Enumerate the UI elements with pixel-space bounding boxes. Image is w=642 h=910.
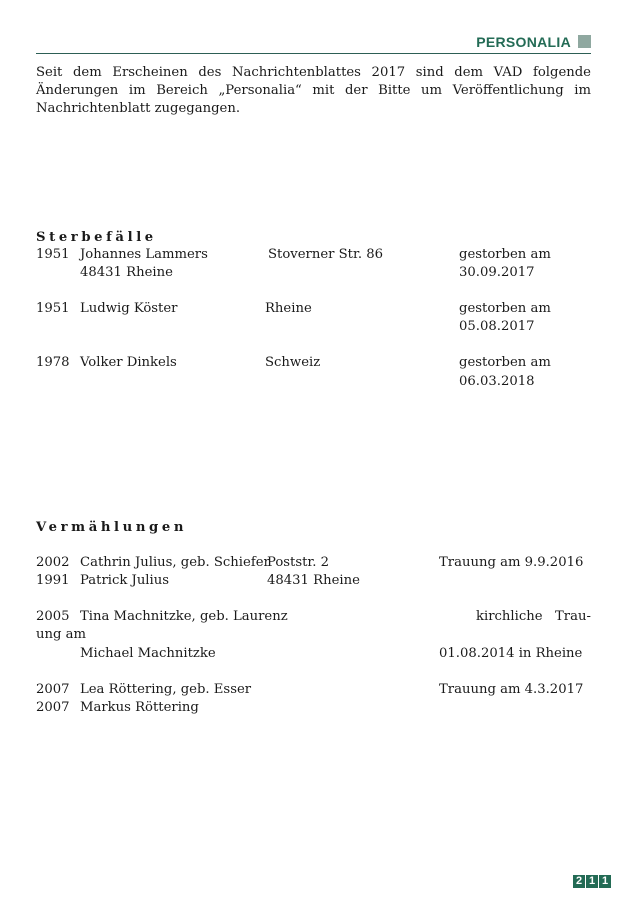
- entry-year: 1978: [36, 355, 70, 370]
- header-square-icon: [578, 35, 591, 48]
- page-header: [36, 33, 591, 54]
- entry-year: 1951: [36, 247, 70, 262]
- entry-name: Cathrin Julius, geb. Schiefer: [80, 555, 270, 570]
- entry-year: 2005: [36, 609, 70, 624]
- entry-name: Michael Machnitzke: [80, 646, 216, 661]
- entry-date: 06.03.2018: [459, 374, 535, 389]
- section-title-sterbefaelle: Sterbefälle: [36, 230, 157, 245]
- entry-address: Poststr. 2: [267, 555, 330, 570]
- entry-date-place: 01.08.2014 in Rheine: [439, 646, 583, 661]
- entry-status: gestorben am: [459, 247, 551, 262]
- entry-year: 1991: [36, 573, 70, 588]
- entry-event: kirchliche: [476, 609, 543, 624]
- entry-city: 48431 Rheine: [80, 265, 173, 280]
- intro-paragraph: Seit dem Erscheinen des Nachrichtenblattes 2017 sind dem VAD folgende Änderungen im Bereich „Personalia“ mit der Bitte um Veröffentlichung im Nachrichtenblatt zugegangen.: [36, 65, 591, 116]
- entry-event: Trauung am 9.9.2016: [439, 555, 584, 570]
- entry-name: Volker Dinkels: [80, 355, 177, 370]
- entry-event-continued: ung am: [36, 627, 86, 642]
- page-number: [573, 875, 611, 888]
- entry-status: gestorben am: [459, 355, 551, 370]
- entry-status: gestorben am: [459, 301, 551, 316]
- entry-place: Stoverner Str. 86: [268, 247, 383, 262]
- entry-name: Johannes Lammers: [80, 247, 208, 262]
- entry-year: 2007: [36, 682, 70, 697]
- entry-name: Tina Machnitzke, geb. Laurenz: [80, 609, 288, 624]
- entry-year: 2002: [36, 555, 70, 570]
- section-title-vermaehlungen: Vermählungen: [36, 520, 188, 535]
- entry-name: Markus Röttering: [80, 700, 199, 715]
- entry-date: 05.08.2017: [459, 319, 535, 334]
- section-header-title: PERSONALIA: [476, 34, 571, 50]
- entry-event: Trauung am 4.3.2017: [439, 682, 584, 697]
- entry-date: 30.09.2017: [459, 265, 535, 280]
- entry-name: Patrick Julius: [80, 573, 170, 588]
- entry-place: Rheine: [265, 301, 312, 316]
- entry-name: Ludwig Köster: [80, 301, 178, 316]
- page-digit: 1: [599, 875, 611, 888]
- entry-place: Schweiz: [265, 355, 321, 370]
- entry-name: Lea Röttering, geb. Esser: [80, 682, 252, 697]
- entry-year: 1951: [36, 301, 70, 316]
- page-digit: 2: [573, 875, 585, 888]
- entry-event: Trau-: [555, 609, 591, 624]
- page-digit: 1: [586, 875, 598, 888]
- entry-year: 2007: [36, 700, 70, 715]
- entry-city: 48431 Rheine: [267, 573, 360, 588]
